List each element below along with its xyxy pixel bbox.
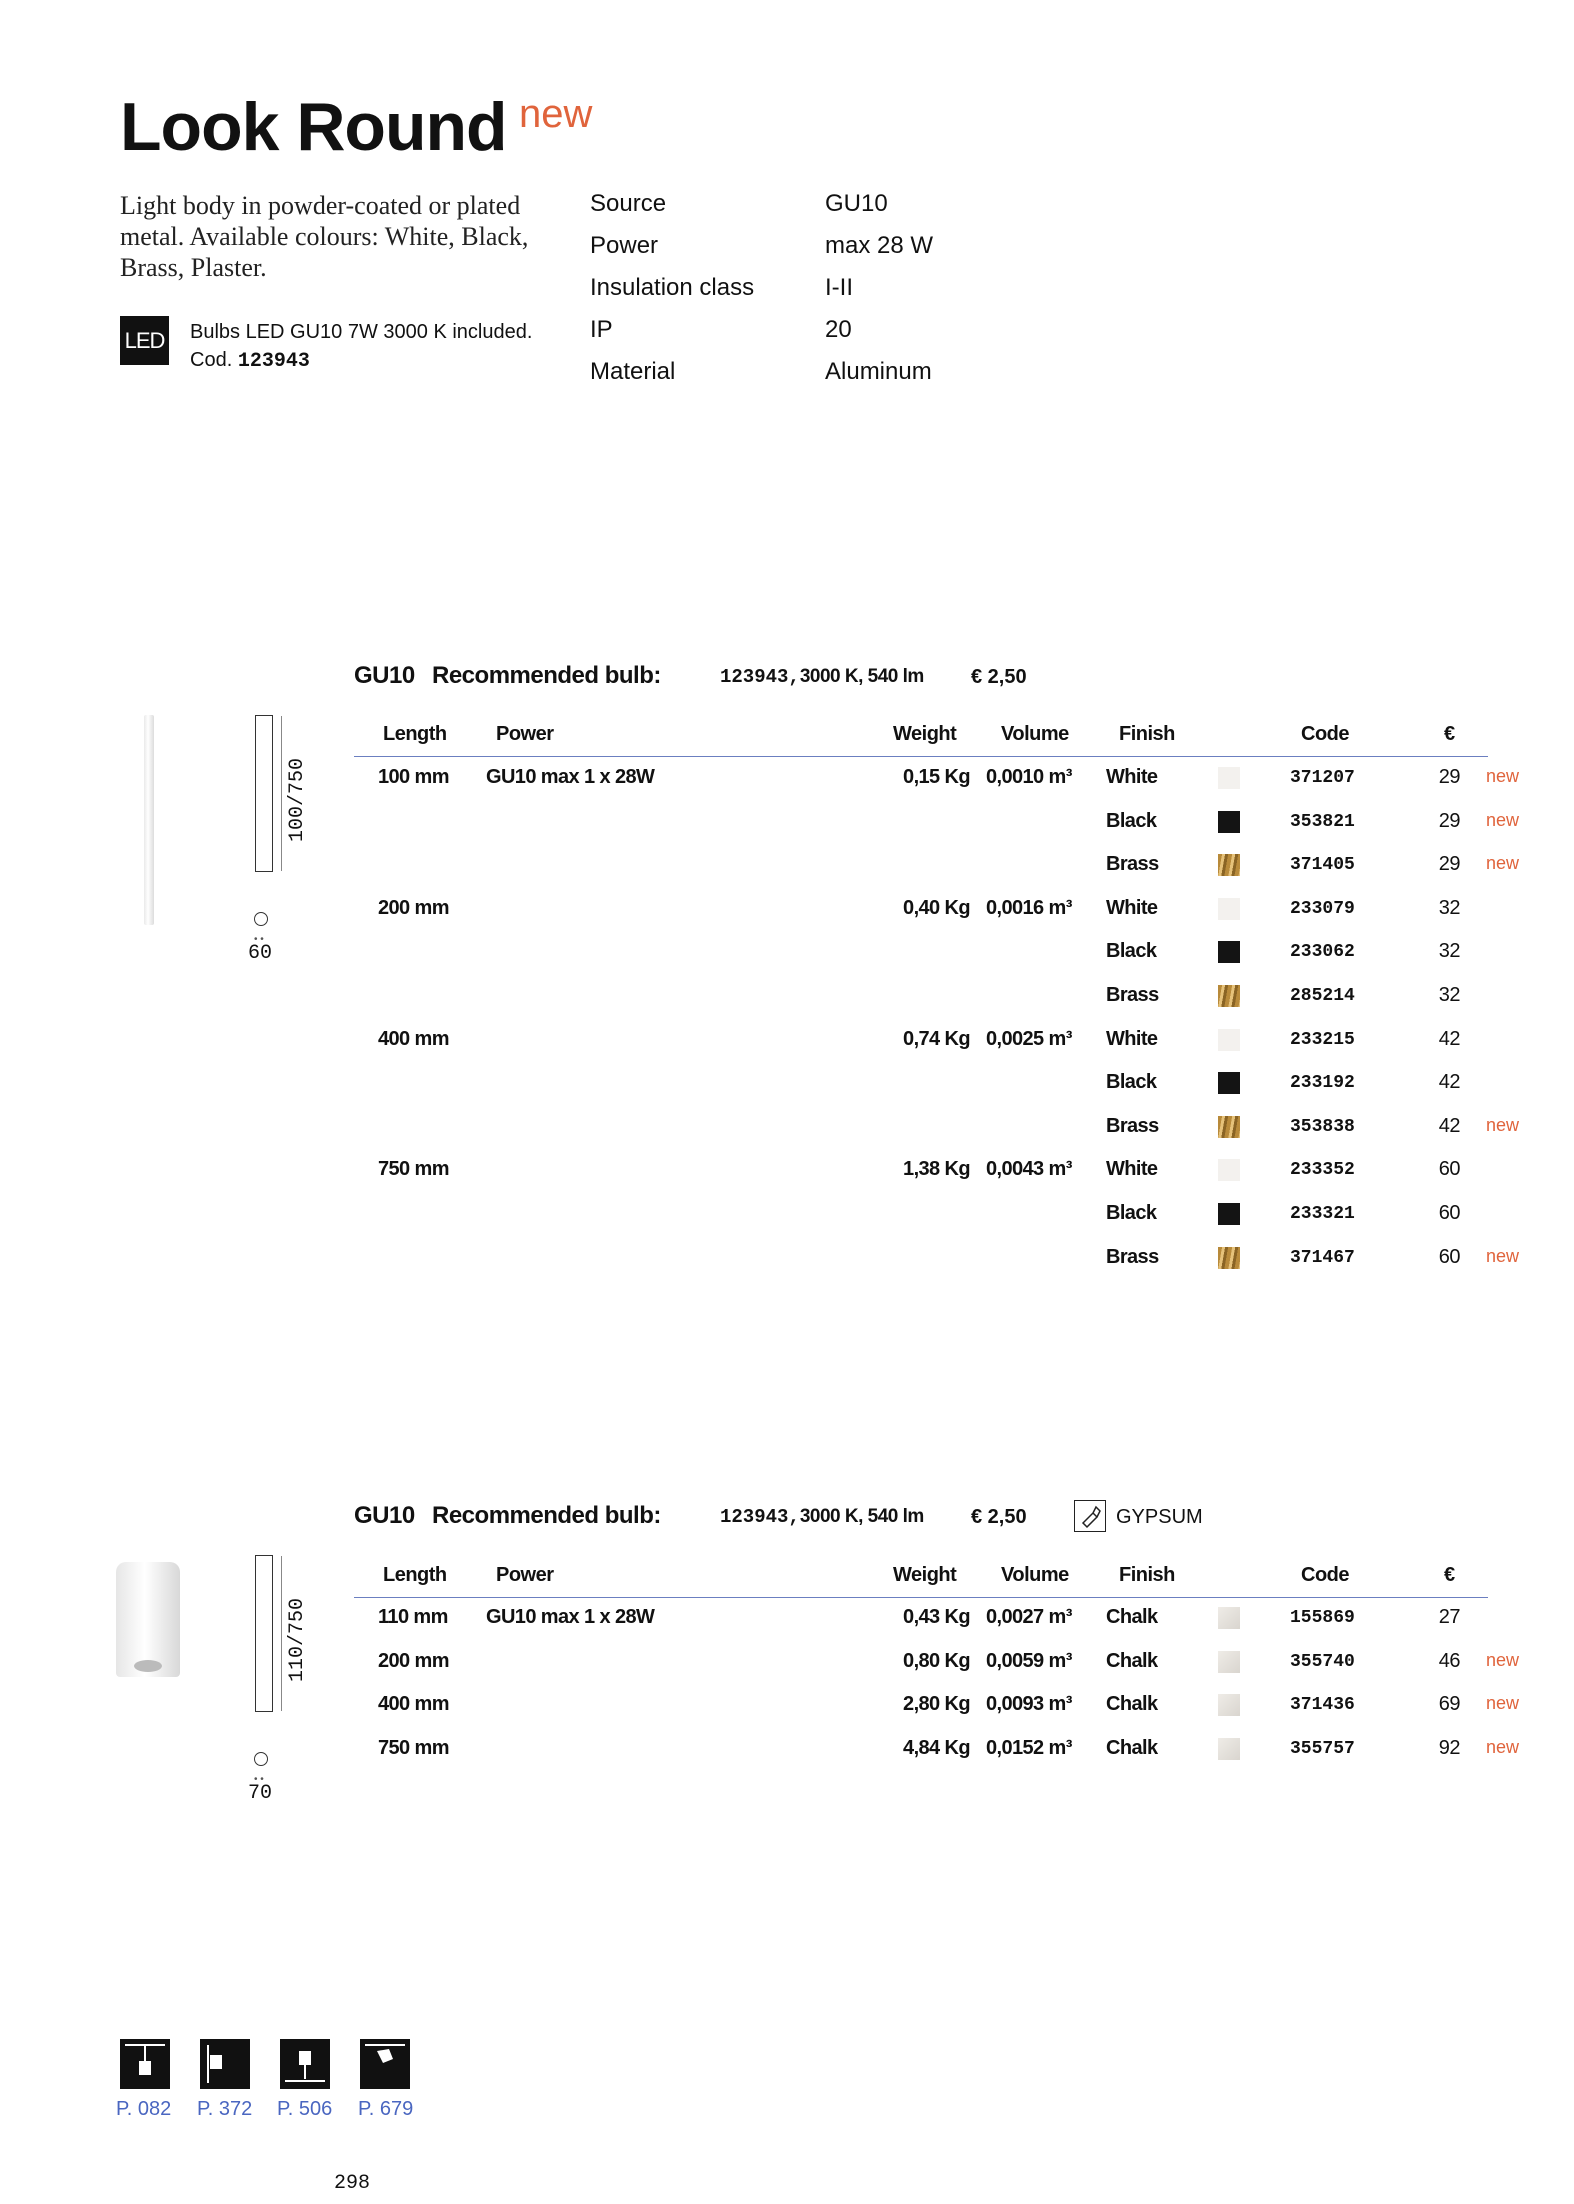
spec-label: Insulation class: [590, 274, 755, 301]
cell-price: 27: [1438, 1606, 1460, 1628]
finish-swatch-chalk: [1218, 1651, 1240, 1673]
cell-finish: Black: [1106, 940, 1157, 963]
page-ref-link[interactable]: P. 679: [358, 2098, 414, 2120]
cell-code: 371207: [1290, 768, 1355, 788]
cell-length: 200 mm: [378, 1649, 449, 1672]
diameter-arrows: • •: [254, 934, 264, 945]
cylinder-lens: [134, 1660, 162, 1672]
recommended-bulb-label: Recommended bulb:: [432, 1502, 661, 1529]
cell-volume: 0,0016 m³: [986, 896, 1072, 919]
spec-label: Power: [590, 232, 659, 259]
cell-finish: Brass: [1106, 1114, 1159, 1137]
dimension-drawing: [255, 715, 273, 872]
finish-swatch-brass: [1218, 1116, 1240, 1138]
header-rule: [354, 756, 1488, 757]
cell-finish: Brass: [1106, 1245, 1159, 1268]
page-number: 298: [334, 2172, 371, 2195]
diameter-arrows: • •: [254, 1774, 264, 1785]
recommended-bulb-label: Recommended bulb:: [432, 662, 661, 689]
table-lamp-icon[interactable]: [280, 2039, 330, 2089]
col-volume: Volume: [1001, 723, 1069, 745]
cell-price: 46: [1438, 1649, 1460, 1672]
spec-value: I-II: [825, 274, 853, 301]
col-code: Code: [1301, 1564, 1349, 1586]
cell-length: 750 mm: [378, 1158, 449, 1181]
cell-code: 371405: [1290, 855, 1355, 876]
cell-price: 32: [1438, 940, 1460, 963]
height-dimension: 100/750: [286, 757, 309, 842]
cell-price: 92: [1438, 1736, 1460, 1759]
product-description: Light body in powder-coated or plated metal. Available colours: White, Black, Brass, Plaster.: [120, 191, 529, 282]
cell-code: 371467: [1290, 1247, 1355, 1268]
cell-new: new: [1486, 1649, 1520, 1670]
ceiling-lamp-icon[interactable]: [120, 2039, 170, 2089]
cell-code: 233321: [1290, 1204, 1355, 1224]
cell-volume: 0,0043 m³: [986, 1158, 1072, 1181]
spec-label: Material: [590, 358, 676, 385]
finish-swatch-black: [1218, 1203, 1240, 1225]
finish-swatch-white: [1218, 1159, 1240, 1181]
cell-code: 233215: [1290, 1029, 1355, 1050]
diameter-dimension: 70: [248, 1782, 273, 1805]
cell-code: 371436: [1290, 1695, 1355, 1716]
finish-swatch-white: [1218, 767, 1240, 789]
diameter-dimension: 60: [248, 942, 273, 965]
finish-swatch-brass: [1218, 985, 1240, 1007]
cell-finish: Brass: [1106, 984, 1159, 1006]
cell-code: 155869: [1290, 1608, 1355, 1628]
cell-price: 32: [1438, 984, 1460, 1006]
diameter-icon: [254, 912, 268, 926]
cell-finish: White: [1106, 896, 1158, 919]
col-power: Power: [496, 1564, 554, 1586]
dimension-drawing: [255, 1555, 273, 1712]
spec-label: IP: [590, 316, 613, 343]
cell-code: 353838: [1290, 1116, 1355, 1137]
cell-weight: 0,43 Kg: [903, 1606, 970, 1628]
col-volume: Volume: [1001, 1564, 1069, 1586]
cell-price: 32: [1438, 896, 1460, 919]
bulb-code-line: [190, 346, 532, 376]
cell-length: 100 mm: [378, 766, 449, 788]
cell-price: 69: [1438, 1693, 1460, 1716]
cell-finish: Black: [1106, 1202, 1157, 1224]
cell-length: 400 mm: [378, 1693, 449, 1716]
section-source: GU10: [354, 1502, 415, 1529]
col-weight: Weight: [893, 723, 957, 745]
cell-finish: Chalk: [1106, 1606, 1158, 1628]
recommended-bulb-price: € 2,50: [971, 666, 1027, 688]
cell-length: 200 mm: [378, 896, 449, 919]
finish-swatch-white: [1218, 898, 1240, 920]
cell-weight: 1,38 Kg: [903, 1158, 970, 1181]
cell-weight: 0,15 Kg: [903, 766, 970, 788]
header-rule: [354, 1597, 1488, 1598]
track-spot-icon[interactable]: [360, 2039, 410, 2089]
height-dimension: 110/750: [286, 1597, 309, 1682]
cell-finish: Black: [1106, 809, 1157, 832]
finish-swatch-brass: [1218, 854, 1240, 876]
cell-weight: 0,40 Kg: [903, 896, 970, 919]
spec-value: GU10: [825, 190, 888, 217]
cell-finish: Brass: [1106, 853, 1159, 876]
dimension-line: [281, 1556, 282, 1711]
cell-volume: 0,0025 m³: [986, 1027, 1072, 1050]
recommended-bulb-info: [720, 1506, 924, 1528]
diameter-icon: [254, 1752, 268, 1766]
cell-length: 400 mm: [378, 1027, 449, 1050]
cell-finish: White: [1106, 1027, 1158, 1050]
cell-code: 353821: [1290, 811, 1355, 832]
cell-code: 233062: [1290, 942, 1355, 963]
bulb-note: [190, 318, 532, 376]
cell-code: 355757: [1290, 1738, 1355, 1759]
cell-weight: 0,80 Kg: [903, 1649, 970, 1672]
cell-code: 285214: [1290, 986, 1355, 1006]
recommended-bulb-code: 123943,: [720, 666, 800, 688]
cell-new: new: [1486, 1736, 1520, 1757]
col-length: Length: [383, 723, 447, 745]
cell-weight: 2,80 Kg: [903, 1693, 970, 1716]
cell-finish: White: [1106, 1158, 1158, 1181]
dimension-line: [281, 716, 282, 871]
page-title: Look Round: [120, 89, 507, 165]
gypsum-label: GYPSUM: [1116, 1506, 1203, 1528]
cell-price: 42: [1438, 1027, 1460, 1050]
cell-finish: Chalk: [1106, 1649, 1158, 1672]
product-image-tube: [144, 715, 154, 925]
bulb-code-prefix: Cod.: [190, 349, 233, 371]
cell-volume: 0,0059 m³: [986, 1649, 1072, 1672]
cell-finish: White: [1106, 766, 1158, 788]
page-ref-link[interactable]: P. 506: [277, 2098, 333, 2120]
col-finish: Finish: [1119, 1564, 1175, 1586]
recommended-bulb-info: [720, 666, 924, 688]
cell-volume: 0,0152 m³: [986, 1736, 1072, 1759]
cell-code: 233192: [1290, 1073, 1355, 1094]
recommended-bulb-price: € 2,50: [971, 1506, 1027, 1528]
cell-finish: Chalk: [1106, 1736, 1158, 1759]
finish-swatch-black: [1218, 811, 1240, 833]
finish-swatch-black: [1218, 941, 1240, 963]
cell-power: GU10 max 1 x 28W: [486, 766, 655, 788]
cell-length: 750 mm: [378, 1736, 449, 1759]
cell-new: new: [1486, 853, 1520, 874]
cell-volume: 0,0093 m³: [986, 1693, 1072, 1716]
spec-value: max 28 W: [825, 232, 934, 259]
cell-price: 42: [1438, 1071, 1460, 1094]
wall-lamp-icon[interactable]: [200, 2039, 250, 2089]
new-badge: new: [519, 92, 593, 136]
finish-swatch-brass: [1218, 1247, 1240, 1269]
cell-price: 60: [1438, 1158, 1460, 1181]
spec-label: Source: [590, 190, 667, 217]
recommended-bulb-spec: 3000 K, 540 lm: [799, 1506, 924, 1527]
bulb-code: 123943: [237, 350, 310, 373]
recommended-bulb-code: 123943,: [720, 1506, 800, 1528]
recommended-bulb-spec: 3000 K, 540 lm: [799, 666, 924, 687]
cell-weight: 4,84 Kg: [903, 1736, 970, 1759]
cell-length: 110 mm: [378, 1606, 448, 1628]
cell-price: 60: [1438, 1202, 1460, 1224]
led-badge: LED: [120, 316, 169, 365]
cell-price: 60: [1438, 1245, 1460, 1268]
cell-volume: 0,0027 m³: [986, 1606, 1072, 1628]
gypsum-icon: [1074, 1500, 1106, 1532]
page-ref-link[interactable]: P. 082: [116, 2098, 172, 2120]
cell-price: 29: [1438, 853, 1460, 876]
page-ref-link[interactable]: P. 372: [197, 2098, 253, 2120]
finish-swatch-black: [1218, 1072, 1240, 1094]
cell-power: GU10 max 1 x 28W: [486, 1606, 655, 1628]
spec-value: 20: [825, 316, 852, 343]
cell-finish: Black: [1106, 1071, 1157, 1094]
cell-code: 233352: [1290, 1160, 1355, 1181]
finish-swatch-chalk: [1218, 1694, 1240, 1716]
cell-weight: 0,74 Kg: [903, 1027, 970, 1050]
finish-swatch-chalk: [1218, 1607, 1240, 1629]
col-weight: Weight: [893, 1564, 957, 1586]
cell-finish: Chalk: [1106, 1693, 1158, 1716]
cell-code: 355740: [1290, 1651, 1355, 1672]
cell-volume: 0,0010 m³: [986, 766, 1072, 788]
cell-price: 42: [1438, 1114, 1460, 1137]
col-length: Length: [383, 1564, 447, 1586]
finish-swatch-chalk: [1218, 1738, 1240, 1760]
cell-new: new: [1486, 766, 1520, 786]
cell-new: new: [1486, 1245, 1520, 1266]
cell-new: new: [1486, 1114, 1520, 1135]
cell-price: 29: [1438, 809, 1460, 832]
col-finish: Finish: [1119, 723, 1175, 745]
col-price: €: [1444, 723, 1455, 745]
spec-value: Aluminum: [825, 358, 932, 385]
cell-price: 29: [1438, 766, 1460, 788]
col-code: Code: [1301, 723, 1349, 745]
col-power: Power: [496, 723, 554, 745]
col-price: €: [1444, 1564, 1455, 1586]
finish-swatch-white: [1218, 1029, 1240, 1051]
cell-code: 233079: [1290, 898, 1355, 919]
cell-new: new: [1486, 1693, 1520, 1714]
section-source: GU10: [354, 662, 415, 689]
cell-new: new: [1486, 809, 1520, 830]
bulb-note-text: Bulbs LED GU10 7W 3000 K included.: [190, 321, 533, 343]
